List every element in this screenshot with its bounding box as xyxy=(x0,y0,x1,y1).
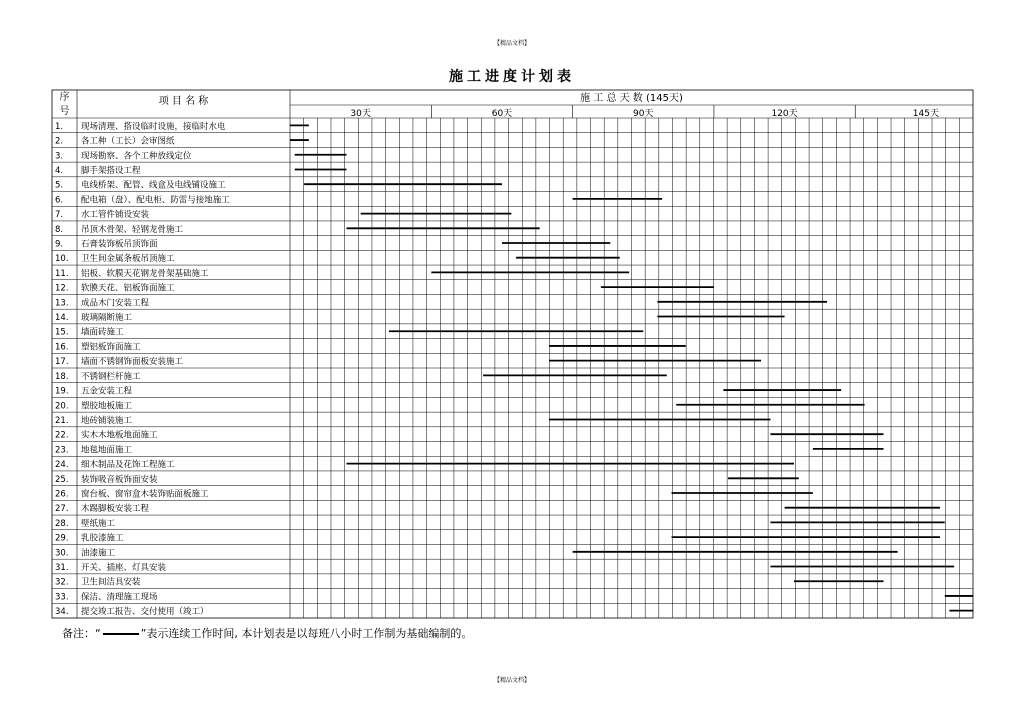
col-header-name: 项 目 名 称 xyxy=(158,96,209,107)
task-number: 2. xyxy=(55,136,64,147)
task-name: 保洁、清理施工现场 xyxy=(81,592,158,603)
task-name: 脚手架搭设工程 xyxy=(81,165,141,176)
task-number: 19. xyxy=(55,386,69,397)
task-number: 20. xyxy=(55,401,69,412)
task-number: 3. xyxy=(55,151,64,162)
task-number: 4. xyxy=(55,165,64,176)
task-name: 各工种（工长）会审图纸 xyxy=(81,136,175,147)
col-header-no: 号 xyxy=(59,106,70,117)
task-number: 31. xyxy=(55,563,69,574)
task-name: 不锈钢栏杆施工 xyxy=(81,371,141,382)
day-label: 120天 xyxy=(771,109,798,119)
task-number: 25. xyxy=(55,474,69,485)
task-name: 五金安装工程 xyxy=(81,386,133,397)
note-suffix: ”表示连续工作时间, 本计划表是以每班八小时工作制为基础编制的。 xyxy=(140,627,473,640)
task-number: 14. xyxy=(55,313,69,324)
day-label: 90天 xyxy=(633,109,654,119)
day-label: 145天 xyxy=(912,109,939,119)
task-name: 电线桥架、配管、线盒及电线铺设施工 xyxy=(81,180,226,191)
task-name: 水工管件铺设安装 xyxy=(81,210,150,221)
task-name: 现场清理、搭设临时设施，接临时水电 xyxy=(81,121,226,132)
task-name: 铝板、软膜天花钢龙骨架基础施工 xyxy=(81,268,209,279)
task-number: 33. xyxy=(55,592,69,603)
task-number: 13. xyxy=(55,298,69,309)
task-name: 吊顶木骨架、轻钢龙骨施工 xyxy=(81,224,184,235)
task-name: 配电箱（盘）、配电柜、防雷与接地施工 xyxy=(81,195,230,206)
task-name: 塑铝板饰面施工 xyxy=(81,342,141,353)
task-number: 17. xyxy=(55,357,69,368)
task-number: 18. xyxy=(55,371,69,382)
task-name: 地砖铺装施工 xyxy=(81,415,133,426)
task-number: 29. xyxy=(55,533,69,544)
task-name: 成品木门安装工程 xyxy=(81,298,150,309)
task-number: 5. xyxy=(55,180,64,191)
task-number: 26. xyxy=(55,489,69,500)
task-number: 28. xyxy=(55,518,69,529)
task-name: 石膏装饰板吊顶饰面 xyxy=(81,239,158,250)
task-number: 16. xyxy=(55,342,69,353)
task-name: 玻璃隔断施工 xyxy=(81,313,133,324)
col-header-no: 序 xyxy=(59,92,70,103)
task-number: 1. xyxy=(55,121,64,132)
task-number: 30. xyxy=(55,548,69,559)
task-number: 27. xyxy=(55,504,69,515)
task-number: 12. xyxy=(55,283,69,294)
task-number: 24. xyxy=(55,460,69,471)
task-number: 15. xyxy=(55,327,69,338)
day-label: 60天 xyxy=(491,109,513,119)
task-name: 墙面砖施工 xyxy=(81,327,124,338)
task-name: 油漆施工 xyxy=(81,548,116,559)
task-name: 开关、插座、灯具安装 xyxy=(81,563,167,574)
task-name: 木踢脚板安装工程 xyxy=(81,504,150,515)
task-number: 10. xyxy=(55,254,69,265)
task-number: 9. xyxy=(55,239,64,250)
task-name: 卫生间金属条板吊顶施工 xyxy=(81,254,175,265)
task-name: 窗台板、窗帘盒木装饰贴面板施工 xyxy=(81,489,209,500)
task-number: 7. xyxy=(55,210,64,221)
header-tag: 【精品文档】 xyxy=(493,40,530,47)
task-number: 23. xyxy=(55,445,69,456)
task-name: 地毯地面施工 xyxy=(81,445,133,456)
task-name: 墙面不锈钢饰面板安装施工 xyxy=(81,357,184,368)
task-number: 32. xyxy=(55,577,69,588)
task-number: 6. xyxy=(55,195,64,206)
task-name: 软膜天花、铝板饰面施工 xyxy=(81,283,175,294)
note-prefix: 备注：“ xyxy=(62,627,101,640)
legend-line-icon xyxy=(103,633,139,635)
page-title: 施工进度计划表 xyxy=(449,69,575,85)
task-number: 11. xyxy=(55,268,69,279)
task-name: 实木木地板地面施工 xyxy=(81,430,158,441)
task-name: 壁纸施工 xyxy=(81,518,116,529)
task-name: 现场勘察、各个工种放线定位 xyxy=(81,151,192,162)
task-name: 卫生间洁具安装 xyxy=(81,577,141,588)
task-number: 8. xyxy=(55,224,64,235)
task-name: 提交竣工报告、交付使用（竣工） xyxy=(81,607,209,618)
task-number: 22. xyxy=(55,430,69,441)
col-header-total: 施 工 总 天 数 (145天) xyxy=(580,93,683,104)
task-name: 细木制品及花饰工程施工 xyxy=(81,460,175,471)
footer-tag: 【精品文档】 xyxy=(493,677,530,684)
legend-note xyxy=(62,625,472,641)
task-name: 装饰吸音板饰面安装 xyxy=(81,474,158,485)
task-name: 乳胶漆施工 xyxy=(81,533,124,544)
task-number: 34. xyxy=(55,607,69,618)
task-number: 21. xyxy=(55,415,69,426)
table-frame xyxy=(52,90,973,618)
day-label: 30天 xyxy=(350,109,371,119)
task-name: 塑胶地板施工 xyxy=(81,401,133,412)
